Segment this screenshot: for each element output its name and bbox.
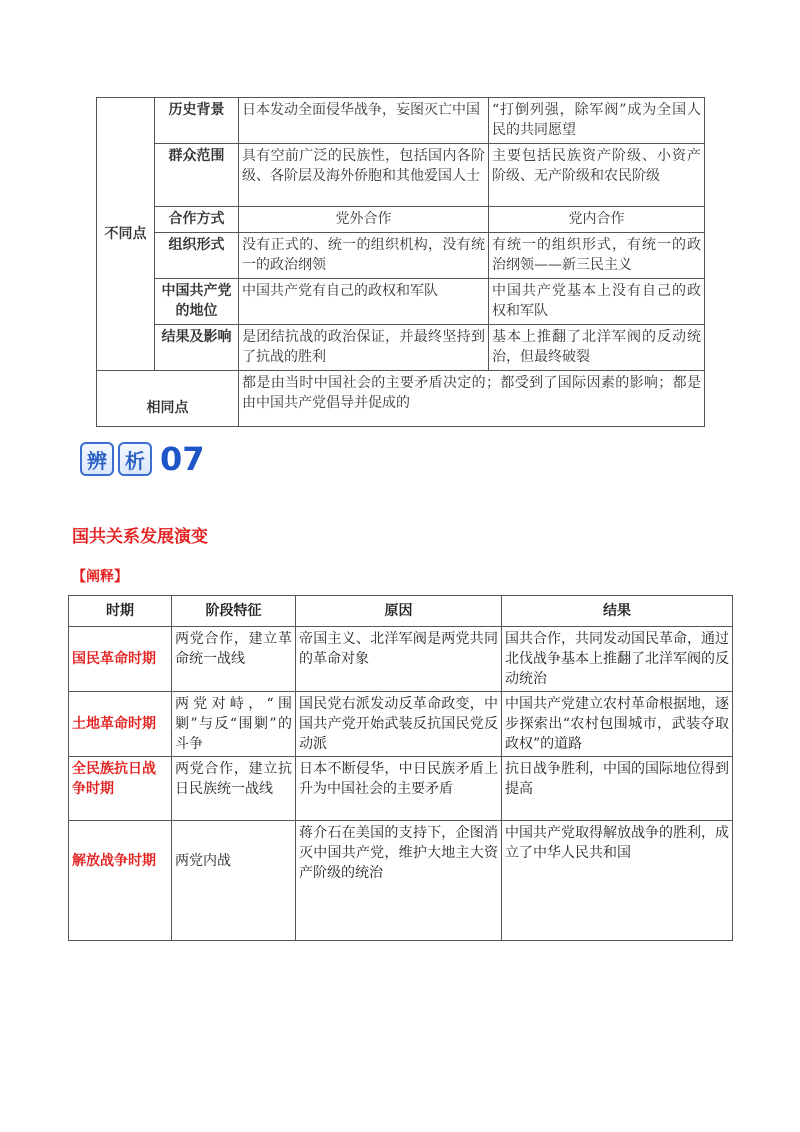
- table-row: [69, 692, 733, 757]
- cell-text: 中国共产党基本上没有自己的政权和军队: [489, 279, 705, 325]
- same-text: 都是由当时中国社会的主要矛盾决定的；都受到了国际因素的影响；都是由中国共产党倡导并促成的: [239, 371, 705, 427]
- row-label: 结果及影响: [155, 325, 239, 371]
- row-label: 中国共产党的地位: [155, 279, 239, 325]
- comparison-table: [96, 97, 705, 427]
- table-row: [97, 207, 705, 233]
- feature-text: 两党对峙，“围剿”与反“围剿”的斗争: [172, 692, 296, 757]
- badge-number: 07: [160, 440, 205, 478]
- section-badge: [80, 439, 205, 479]
- cause-text: 国民党右派发动反革命政变，中国共产党开始武装反抗国民党反动派: [296, 692, 502, 757]
- table-row: [69, 627, 733, 692]
- period-name: 全民族抗日战争时期: [69, 757, 172, 821]
- section-title: 国共关系发展演变: [72, 527, 208, 547]
- table-row: [97, 371, 705, 427]
- period-name: 土地革命时期: [69, 692, 172, 757]
- table-row: [97, 98, 705, 144]
- cause-text: 蒋介石在美国的支持下，企图消灭中国共产党，维护大地主大资产阶级的统治: [296, 821, 502, 941]
- cause-text: 帝国主义、北洋军阀是两党共同的革命对象: [296, 627, 502, 692]
- period-name: 国民革命时期: [69, 627, 172, 692]
- cell-text: 基本上推翻了北洋军阀的反动统治，但最终破裂: [489, 325, 705, 371]
- cause-text: 日本不断侵华，中日民族矛盾上升为中国社会的主要矛盾: [296, 757, 502, 821]
- table-row: [97, 233, 705, 279]
- badge-char: 辨: [80, 442, 114, 476]
- column-header: 阶段特征: [172, 596, 296, 627]
- same-label: 相同点: [97, 371, 239, 427]
- feature-text: 两党合作，建立革命统一战线: [172, 627, 296, 692]
- column-header: 结果: [502, 596, 733, 627]
- column-header: 原因: [296, 596, 502, 627]
- table-row: [97, 144, 705, 207]
- cell-text: 有统一的组织形式，有统一的政治纲领——新三民主义: [489, 233, 705, 279]
- row-label: 群众范围: [155, 144, 239, 207]
- row-label: 组织形式: [155, 233, 239, 279]
- result-text: 中国共产党取得解放战争的胜利，成立了中华人民共和国: [502, 821, 733, 941]
- result-text: 抗日战争胜利，中国的国际地位得到提高: [502, 757, 733, 821]
- table-row: [97, 279, 705, 325]
- cell-text: 党外合作: [239, 207, 489, 233]
- column-header: 时期: [69, 596, 172, 627]
- badge-char: 析: [118, 442, 152, 476]
- cell-text: 主要包括民族资产阶级、小资产阶级、无产阶级和农民阶级: [489, 144, 705, 207]
- feature-text: 两党内战: [172, 821, 296, 941]
- row-label: 历史背景: [155, 98, 239, 144]
- result-text: 中国共产党建立农村革命根据地，逐步探索出“农村包围城市，武装夺取政权”的道路: [502, 692, 733, 757]
- row-label: 合作方式: [155, 207, 239, 233]
- section-subtitle: 【阐释】: [72, 569, 128, 585]
- table-row: [69, 757, 733, 821]
- table-row: [97, 325, 705, 371]
- table-row: [69, 821, 733, 941]
- cell-text: 党内合作: [489, 207, 705, 233]
- cell-text: “打倒列强，除军阀”成为全国人民的共同愿望: [489, 98, 705, 144]
- cell-text: 是团结抗战的政治保证，并最终坚持到了抗战的胜利: [239, 325, 489, 371]
- cell-text: 中国共产党有自己的政权和军队: [239, 279, 489, 325]
- table-header-row: [69, 596, 733, 627]
- cell-text: 日本发动全面侵华战争，妄图灭亡中国: [239, 98, 489, 144]
- period-table: [68, 595, 733, 941]
- result-text: 国共合作，共同发动国民革命，通过北伐战争基本上推翻了北洋军阀的反动统治: [502, 627, 733, 692]
- cell-text: 没有正式的、统一的组织机构，没有统一的政治纲领: [239, 233, 489, 279]
- cell-text: 具有空前广泛的民族性，包括国内各阶级、各阶层及海外侨胞和其他爱国人士: [239, 144, 489, 207]
- period-name: 解放战争时期: [69, 821, 172, 941]
- feature-text: 两党合作，建立抗日民族统一战线: [172, 757, 296, 821]
- group-label: 不同点: [97, 98, 155, 371]
